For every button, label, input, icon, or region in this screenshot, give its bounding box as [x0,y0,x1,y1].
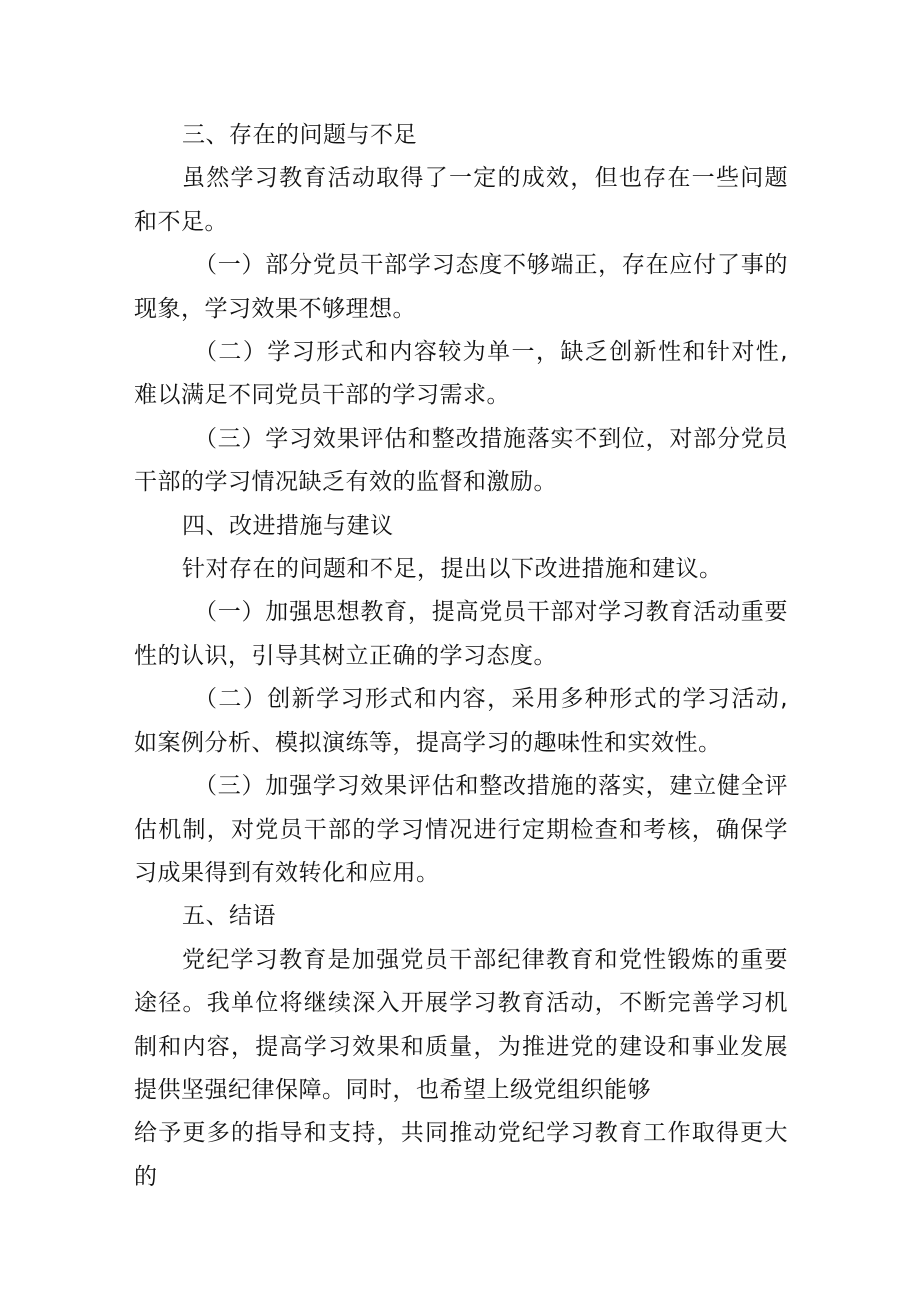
paragraph-problem-2: （二）学习形式和内容较为单一，缺乏创新性和针对性,难以满足不同党员干部的学习需求。 [134,339,788,409]
section-heading-problems: 三、存在的问题与不足 [182,122,417,148]
document-body [134,114,788,1199]
paragraph-problem-3: （三）学习效果评估和整改措施落实不到位，对部分党员干部的学习情况缺乏有效的监督和激励。 [134,425,788,496]
paragraph-problem-1: （一）部分党员干部学习态度不够端正，存在应付了事的现象，学习效果不够理想。 [134,252,788,322]
paragraph-conclusion-continued: 给予更多的指导和支持，共同推动党纪学习教育工作取得更大的 [134,1120,788,1190]
paragraph-improvements-intro: 针对存在的问题和不足，提出以下改进措施和建议。 [182,556,723,583]
section-heading-improvements: 四、改进措施与建议 [182,512,394,539]
paragraph-improvement-1: （一）加强思想教育，提高党员干部对学习教育活动重要性的认识，引导其树立正确的学习态度。 [134,599,788,669]
section-heading-conclusion: 五、结语 [182,903,276,930]
paragraph-problems-intro: 虽然学习教育活动取得了一定的成效，但也存在一些问题和不足。 [134,165,788,235]
paragraph-conclusion: 党纪学习教育是加强党员干部纪律教育和党性锻炼的重要途径。我单位将继续深入开展学习教育活动，不断完善学习机制和内容，提高学习效果和质量，为推进党的建设和事业发展提供坚强纪律保障。同时，也希望上级党组织能够 [134,946,788,1103]
paragraph-improvement-2: （二）创新学习形式和内容，采用多种形式的学习活动,如案例分析、模拟演练等，提高学习的趣味性和实效性。 [134,686,788,756]
paragraph-improvement-3: （三）加强学习效果评估和整改措施的落实，建立健全评估机制，对党员干部的学习情况进行定期检查和考核，确保学习成果得到有效转化和应用。 [134,773,788,886]
